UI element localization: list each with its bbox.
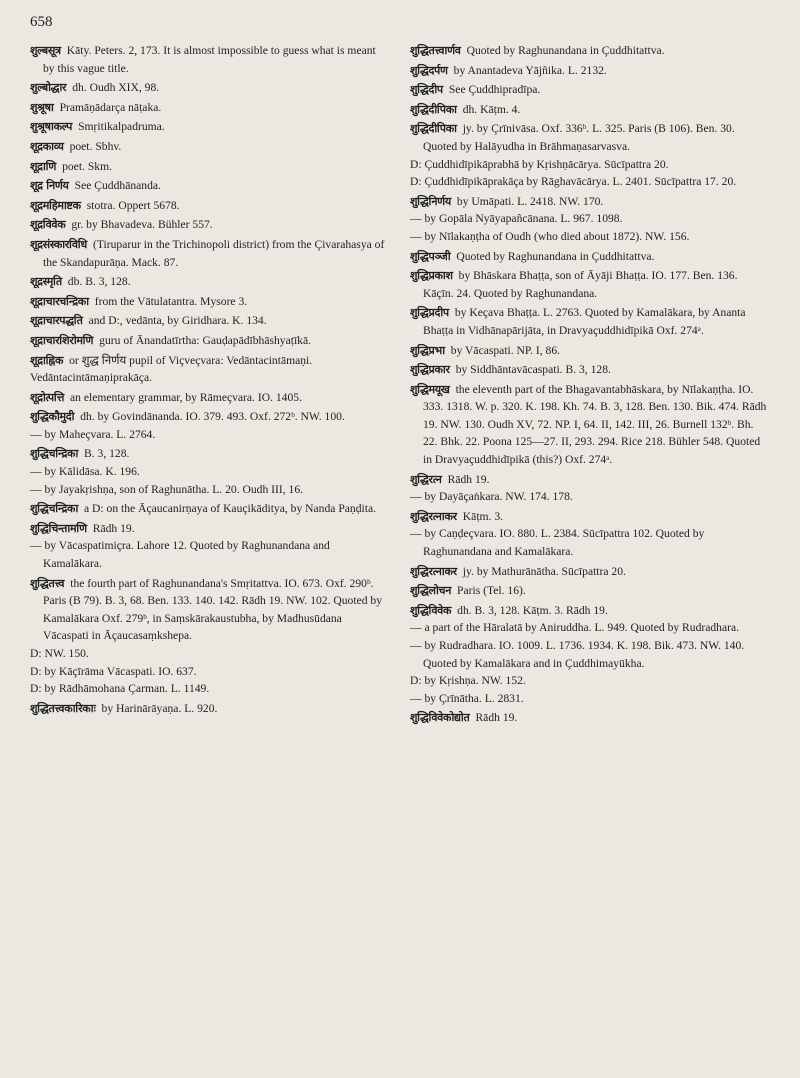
- entry-headword: शुद्धिलोचन: [410, 584, 452, 598]
- catalog-entry: [30, 312, 390, 330]
- entry-headword: शुद्धिप्रकाश: [410, 269, 453, 283]
- right-column: [410, 42, 770, 729]
- entry-subline: — by Rudradhara. IO. 1009. L. 1736. 1934. K. 198. Bik. 473. NW. 140. Quoted by Kamalākara and in Çuddhimayūkha.: [410, 639, 745, 670]
- catalog-entry: [410, 508, 770, 561]
- entry-subline: D: by Kāçīrāma Vācaspati. IO. 637.: [30, 664, 197, 678]
- entry-headword: शूद्रमहिमाष्टक: [30, 198, 81, 212]
- catalog-entry: [410, 267, 770, 302]
- entry-text: and D:, vedānta, by Giridhara. K. 134.: [88, 314, 267, 328]
- entry-text: by Vācaspati. NP. I, 86.: [450, 343, 561, 357]
- entry-headword: शुश्रूषा: [30, 100, 54, 114]
- catalog-entry: [30, 389, 390, 407]
- catalog-entry: [410, 62, 770, 80]
- entry-headword: शुद्धिविवेक: [410, 603, 452, 617]
- entry-text: a D: on the Āçaucanirṇaya of Kauçikāditya, by Nanda Paṇḍita.: [84, 502, 376, 516]
- entry-subline: — by Gopāla Nyāyapañcānana. L. 967. 1098.: [410, 212, 623, 226]
- entry-headword: शुद्धिदीप: [410, 83, 443, 97]
- entry-headword: शूद्र निर्णय: [30, 179, 69, 193]
- entry-headword: शुल्बसूत्र: [30, 44, 61, 57]
- entry-text: by Anantadeva Yājñika. L. 2132.: [453, 63, 607, 77]
- page-number: 658: [30, 14, 53, 30]
- entry-headword: शुश्रूषाकल्प: [30, 120, 73, 134]
- catalog-entry: [410, 120, 770, 190]
- catalog-entry: [410, 304, 770, 339]
- entry-subline: — by Kālidāsa. K. 196.: [30, 465, 140, 479]
- catalog-entry: [30, 352, 390, 387]
- left-column: [30, 42, 390, 719]
- catalog-entry: [30, 118, 390, 136]
- catalog-entry: [30, 520, 390, 573]
- catalog-entry: [410, 563, 770, 581]
- entry-subline: D: by Kṛishṇa. NW. 152.: [410, 674, 526, 688]
- entry-text: Rādh 19.: [92, 521, 135, 535]
- entry-subline: — by Maheçvara. L. 2764.: [30, 427, 156, 441]
- catalog-entry: [30, 575, 390, 698]
- entry-text: poet. Skm.: [62, 159, 112, 173]
- catalog-entry: [410, 381, 770, 469]
- entry-text: the eleventh part of the Bhagavantabhāskara, by Nīlakaṇṭha. IO. 333. 1318. W. p. 320. K. 198. Kh. 74. B. 3, 128. Ben. 130. Bik. 474. Rādh 19. NW. 130. Oudh XV, 72. NP. I, 64. II, 142. III, 26. Burnell 132ᵇ. Bh. 22. Bhk. 22. Poona 125—27. II, 293. 294. Rice 218. Bühler 548. Quoted in Dravyaçuddhidīpikā (this?) Oxf. 274ᵃ.: [423, 382, 767, 467]
- entry-text: poet. Sbhv.: [69, 139, 122, 153]
- entry-text: B. 3, 128.: [84, 447, 130, 461]
- catalog-entry: [410, 471, 770, 506]
- entry-headword: शुद्धिप्रकार: [410, 363, 450, 377]
- catalog-entry: [410, 582, 770, 600]
- entry-subline: — by Jayakṛishṇa, son of Raghunātha. L. 20. Oudh III, 16.: [30, 482, 304, 496]
- catalog-entry: [30, 236, 390, 271]
- entry-text: an elementary grammar, by Rāmeçvara. IO. 1405.: [70, 390, 302, 404]
- entry-text: Rādh 19.: [475, 711, 518, 725]
- entry-subline: — by Caṇḍeçvara. IO. 880. L. 2384. Sūcīpattra 102. Quoted by Raghunandana and Kamalākara.: [410, 527, 705, 559]
- catalog-entry: [30, 216, 390, 234]
- entry-text: dh. B. 3, 128. Kāṭm. 3. Rādh 19.: [457, 603, 608, 617]
- entry-subline: D: Çuddhidīpikāprakāça by Rāghavācārya. L. 2401. Sūcīpattra 17. 20.: [410, 175, 737, 189]
- entry-text: Kāty. Peters. 2, 173. It is almost impossible to guess what is meant by this vague title.: [43, 44, 376, 75]
- catalog-entry: [30, 273, 390, 291]
- entry-headword: शुद्धिरत्नाकर: [410, 509, 457, 523]
- entry-text: the fourth part of Raghunandana's Smṛitattva. IO. 673. Oxf. 290ᵇ. Paris (B 79). B. 3, 68. Ben. 133. 140. 142. Rādh 19. NW. 102. Quoted by Kamalākara Oxf. 279ᵇ, in Saṃskārakaustubha, by Madhusūdana Vācaspati in Āçaucasaṃkshepa.: [43, 576, 382, 643]
- catalog-entry: [30, 79, 390, 97]
- entry-headword: शुद्धिविवेकोद्योत: [410, 711, 470, 725]
- entry-headword: शूद्राचारपद्धति: [30, 314, 83, 328]
- entry-text: dh. Oudh XIX, 98.: [72, 81, 160, 95]
- entry-headword: शुल्बोद्धार: [30, 81, 67, 95]
- entry-text: gr. by Bhavadeva. Bühler 557.: [71, 218, 213, 232]
- catalog-entry: [30, 700, 390, 718]
- catalog-entry: [30, 197, 390, 215]
- entry-headword: शुद्धिमयूख: [410, 382, 450, 396]
- entry-headword: शुद्धिदीपिका: [410, 102, 457, 116]
- entry-text: jy. by Çrīnivāsa. Oxf. 336ᵇ. L. 325. Paris (B 106). Ben. 30. Quoted by Halāyudha in Brāhmaṇasarvasva.: [423, 122, 735, 153]
- entry-text: by Bhāskara Bhaṭṭa, son of Āyāji Bhaṭṭa. IO. 177. Ben. 136. Kāçīn. 24. Quoted by Raghunandana.: [423, 269, 738, 300]
- entry-text: jy. by Mathurānātha. Sūcīpattra 20.: [462, 564, 626, 578]
- entry-subline: D: NW. 150.: [30, 647, 89, 660]
- catalog-entry: [30, 332, 390, 350]
- entry-text: db. B. 3, 128.: [67, 275, 131, 289]
- entry-headword: शुद्धिदर्पण: [410, 63, 448, 77]
- entry-text: from the Vātulatantra. Mysore 3.: [94, 294, 248, 308]
- catalog-entry: [30, 293, 390, 311]
- entry-headword: शूद्राणि: [30, 159, 57, 173]
- catalog-entry: [410, 248, 770, 266]
- entry-subline: — a part of the Hāralatā by Aniruddha. L. 949. Quoted by Rudradhara.: [410, 621, 740, 635]
- entry-subline: — by Vācaspatimiçra. Lahore 12. Quoted by Raghunandana and Kamalākara.: [30, 539, 330, 571]
- catalog-entry: [30, 138, 390, 156]
- catalog-entry: [30, 445, 390, 498]
- entry-text: guru of Ānandatīrtha: Gauḍapādībhāshyaṭīkā.: [99, 333, 312, 347]
- catalog-entry: [30, 42, 390, 77]
- entry-text: stotra. Oppert 5678.: [86, 198, 180, 212]
- entry-text: by Umāpati. L. 2418. NW. 170.: [456, 194, 604, 208]
- entry-text: Kāṭm. 3.: [462, 509, 504, 523]
- entry-subline: — by Dayāçaṅkara. NW. 174. 178.: [410, 490, 573, 504]
- entry-headword: शुद्धिरत्न: [410, 472, 442, 486]
- entry-headword: शूद्रविवेक: [30, 218, 66, 232]
- entry-headword: शुद्धिनिर्णय: [410, 194, 451, 208]
- entry-text: Quoted by Raghunandana in Çuddhitattva.: [466, 44, 665, 57]
- entry-text: or शुद्ध निर्णय pupil of Viçveçvara: Vedāntacintāmaṇi.: [69, 353, 313, 367]
- entry-headword: शुद्धितत्त्वार्णव: [410, 44, 461, 57]
- entry-text: Pramāṇādarça nāṭaka.: [59, 100, 162, 114]
- entry-text: Paris (Tel. 16).: [457, 584, 526, 598]
- catalog-entry: [410, 81, 770, 99]
- entry-headword: शुद्धिचिन्तामणि: [30, 521, 87, 535]
- entry-headword: शुद्धिरत्नाकर: [410, 564, 457, 578]
- entry-subline: — by Nīlakaṇṭha of Oudh (who died about 1872). NW. 156.: [410, 229, 690, 243]
- catalog-entry: [30, 158, 390, 176]
- entry-text: by Harinārāyaṇa. L. 920.: [101, 701, 218, 715]
- entry-headword: शूद्राचारचन्द्रिका: [30, 294, 89, 308]
- entry-text: by Keçava Bhaṭṭa. L. 2763. Quoted by Kamalākara, by Ananta Bhaṭṭa in Vidhānapārijāta, in Dravyaçuddhidīpikā Oxf. 274ᵃ.: [423, 306, 746, 337]
- catalog-entry: [410, 101, 770, 119]
- entry-headword: शूद्राचारशिरोमणि: [30, 333, 94, 347]
- entry-headword: शुद्धितत्त्व: [30, 576, 65, 590]
- entry-headword: शुद्धितत्त्वकारिकाः: [30, 701, 96, 715]
- entry-text: Quoted by Raghunandana in Çuddhitattva.: [456, 249, 655, 263]
- catalog-entry: [30, 177, 390, 195]
- entry-headword: शुद्धिपञ्जी: [410, 249, 451, 263]
- entry-text: dh. by Govindānanda. IO. 379. 493. Oxf. 272ᵇ. NW. 100.: [80, 410, 345, 424]
- entry-subline: — by Çrīnātha. L. 2831.: [410, 691, 524, 705]
- entry-headword: शुद्धिचन्द्रिका: [30, 502, 78, 516]
- entry-subline: D: by Rādhāmohana Çarman. L. 1149.: [30, 682, 210, 696]
- entry-text: (Tiruparur in the Trichinopoli district) from the Çivarahasya of the Skandapurāṇa. Mack. 87.: [43, 237, 385, 269]
- catalog-entry: [30, 500, 390, 518]
- catalog-entry: [410, 42, 770, 60]
- catalog-entry: [410, 361, 770, 379]
- entry-headword: शूद्रकाव्य: [30, 139, 64, 153]
- catalog-entry: [410, 342, 770, 360]
- entry-headword: शुद्धिप्रभा: [410, 343, 445, 357]
- catalog-entry: [410, 602, 770, 708]
- entry-headword: शुद्धिकौमुदी: [30, 410, 75, 424]
- catalog-entry: [410, 709, 770, 727]
- entry-text: See Çuddhipradīpa.: [448, 83, 541, 97]
- entry-text: Smṛitikalpadruma.: [78, 120, 165, 134]
- entry-headword: शूद्राह्निक: [30, 353, 64, 367]
- entry-headword: शूद्रस्मृति: [30, 275, 62, 289]
- entry-headword: शुद्धिप्रदीप: [410, 306, 449, 320]
- entry-headword: शूद्रोत्पत्ति: [30, 390, 65, 404]
- catalog-entry: [410, 193, 770, 246]
- entry-headword: शुद्धिदीपिका: [410, 122, 457, 136]
- entry-text: by Siddhāntavācaspati. B. 3, 128.: [455, 363, 611, 377]
- entry-headword: शूद्रसंस्कारविधि: [30, 237, 88, 251]
- entry-subline: Vedāntacintāmaṇiprakāça.: [30, 371, 152, 385]
- catalog-entry: [30, 408, 390, 443]
- entry-headword: शुद्धिचन्द्रिका: [30, 447, 78, 461]
- entry-subline: D: Çuddhidīpikāprabhā by Kṛishṇācārya. Sūcīpattra 20.: [410, 157, 669, 171]
- entry-text: dh. Kāṭm. 4.: [462, 102, 521, 116]
- catalog-entry: [30, 99, 390, 117]
- entry-text: See Çuddhānanda.: [74, 179, 161, 193]
- entry-text: Rādh 19.: [447, 472, 490, 486]
